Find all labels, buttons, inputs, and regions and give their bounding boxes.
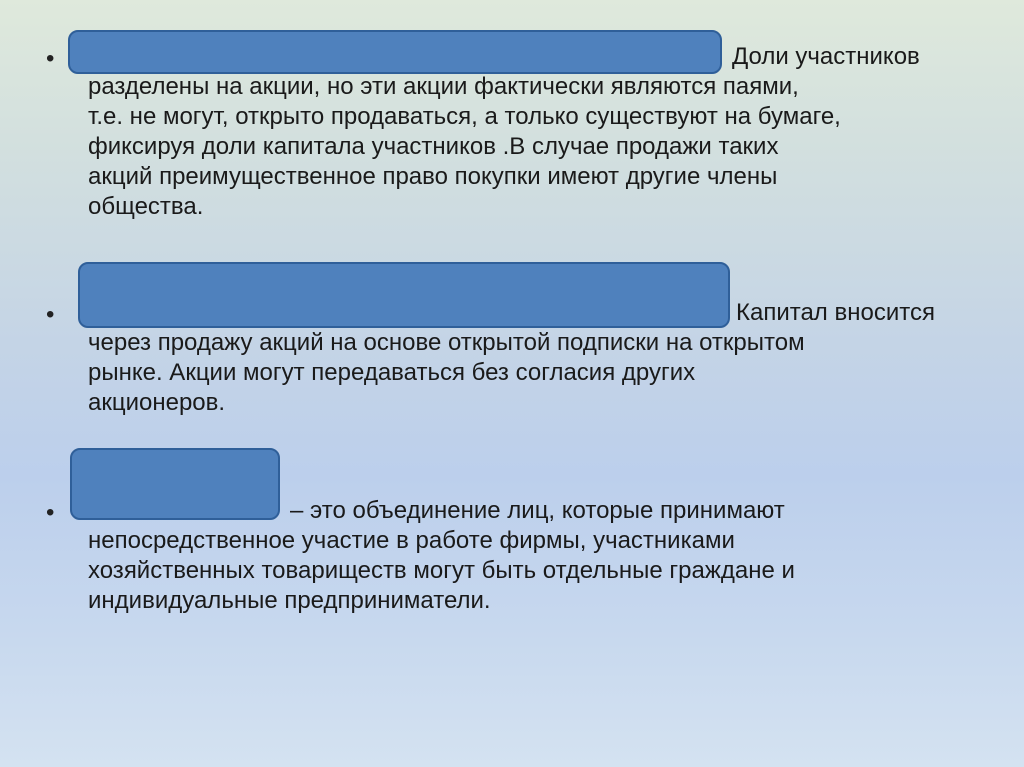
bullet-line: через продажу акций на основе открытой подписки на открытом: [88, 329, 805, 356]
bullet-first-line-text: Доли участников: [732, 43, 920, 70]
bullet-line: общества.: [88, 193, 204, 220]
redacted-term-box: [78, 262, 730, 328]
bullet-line: разделены на акции, но эти акции фактически являются паями,: [88, 73, 799, 100]
bullet-line: акций преимущественное право покупки имеют другие члены: [88, 163, 778, 190]
bullet-first-line-text: – это объединение лиц, которые принимают: [290, 497, 785, 524]
bullet-body-text: [88, 328, 978, 418]
bullet-line: хозяйственных товариществ могут быть отдельные граждане и: [88, 557, 795, 584]
bullet-line: т.е. не могут, открыто продаваться, а только существуют на бумаге,: [88, 103, 841, 130]
bullet-line: рынке. Акции могут передаваться без согласия других: [88, 359, 696, 386]
bullet-line: непосредственное участие в работе фирмы, участниками: [88, 527, 735, 554]
bullet-line: индивидуальные предприниматели.: [88, 587, 491, 614]
redacted-term-box: [68, 30, 722, 74]
redacted-term-box: [70, 448, 280, 520]
bullet-body-text: [88, 526, 978, 616]
bullet-symbol: •: [46, 499, 55, 526]
bullet-first-line-text: Капитал вносится: [736, 299, 935, 326]
bullet-symbol: •: [46, 301, 55, 328]
bullet-line: фиксируя доли капитала участников .В случае продажи таких: [88, 133, 779, 160]
bullet-body-text: [88, 72, 978, 222]
bullet-line: акционеров.: [88, 389, 226, 416]
bullet-symbol: •: [46, 45, 55, 72]
